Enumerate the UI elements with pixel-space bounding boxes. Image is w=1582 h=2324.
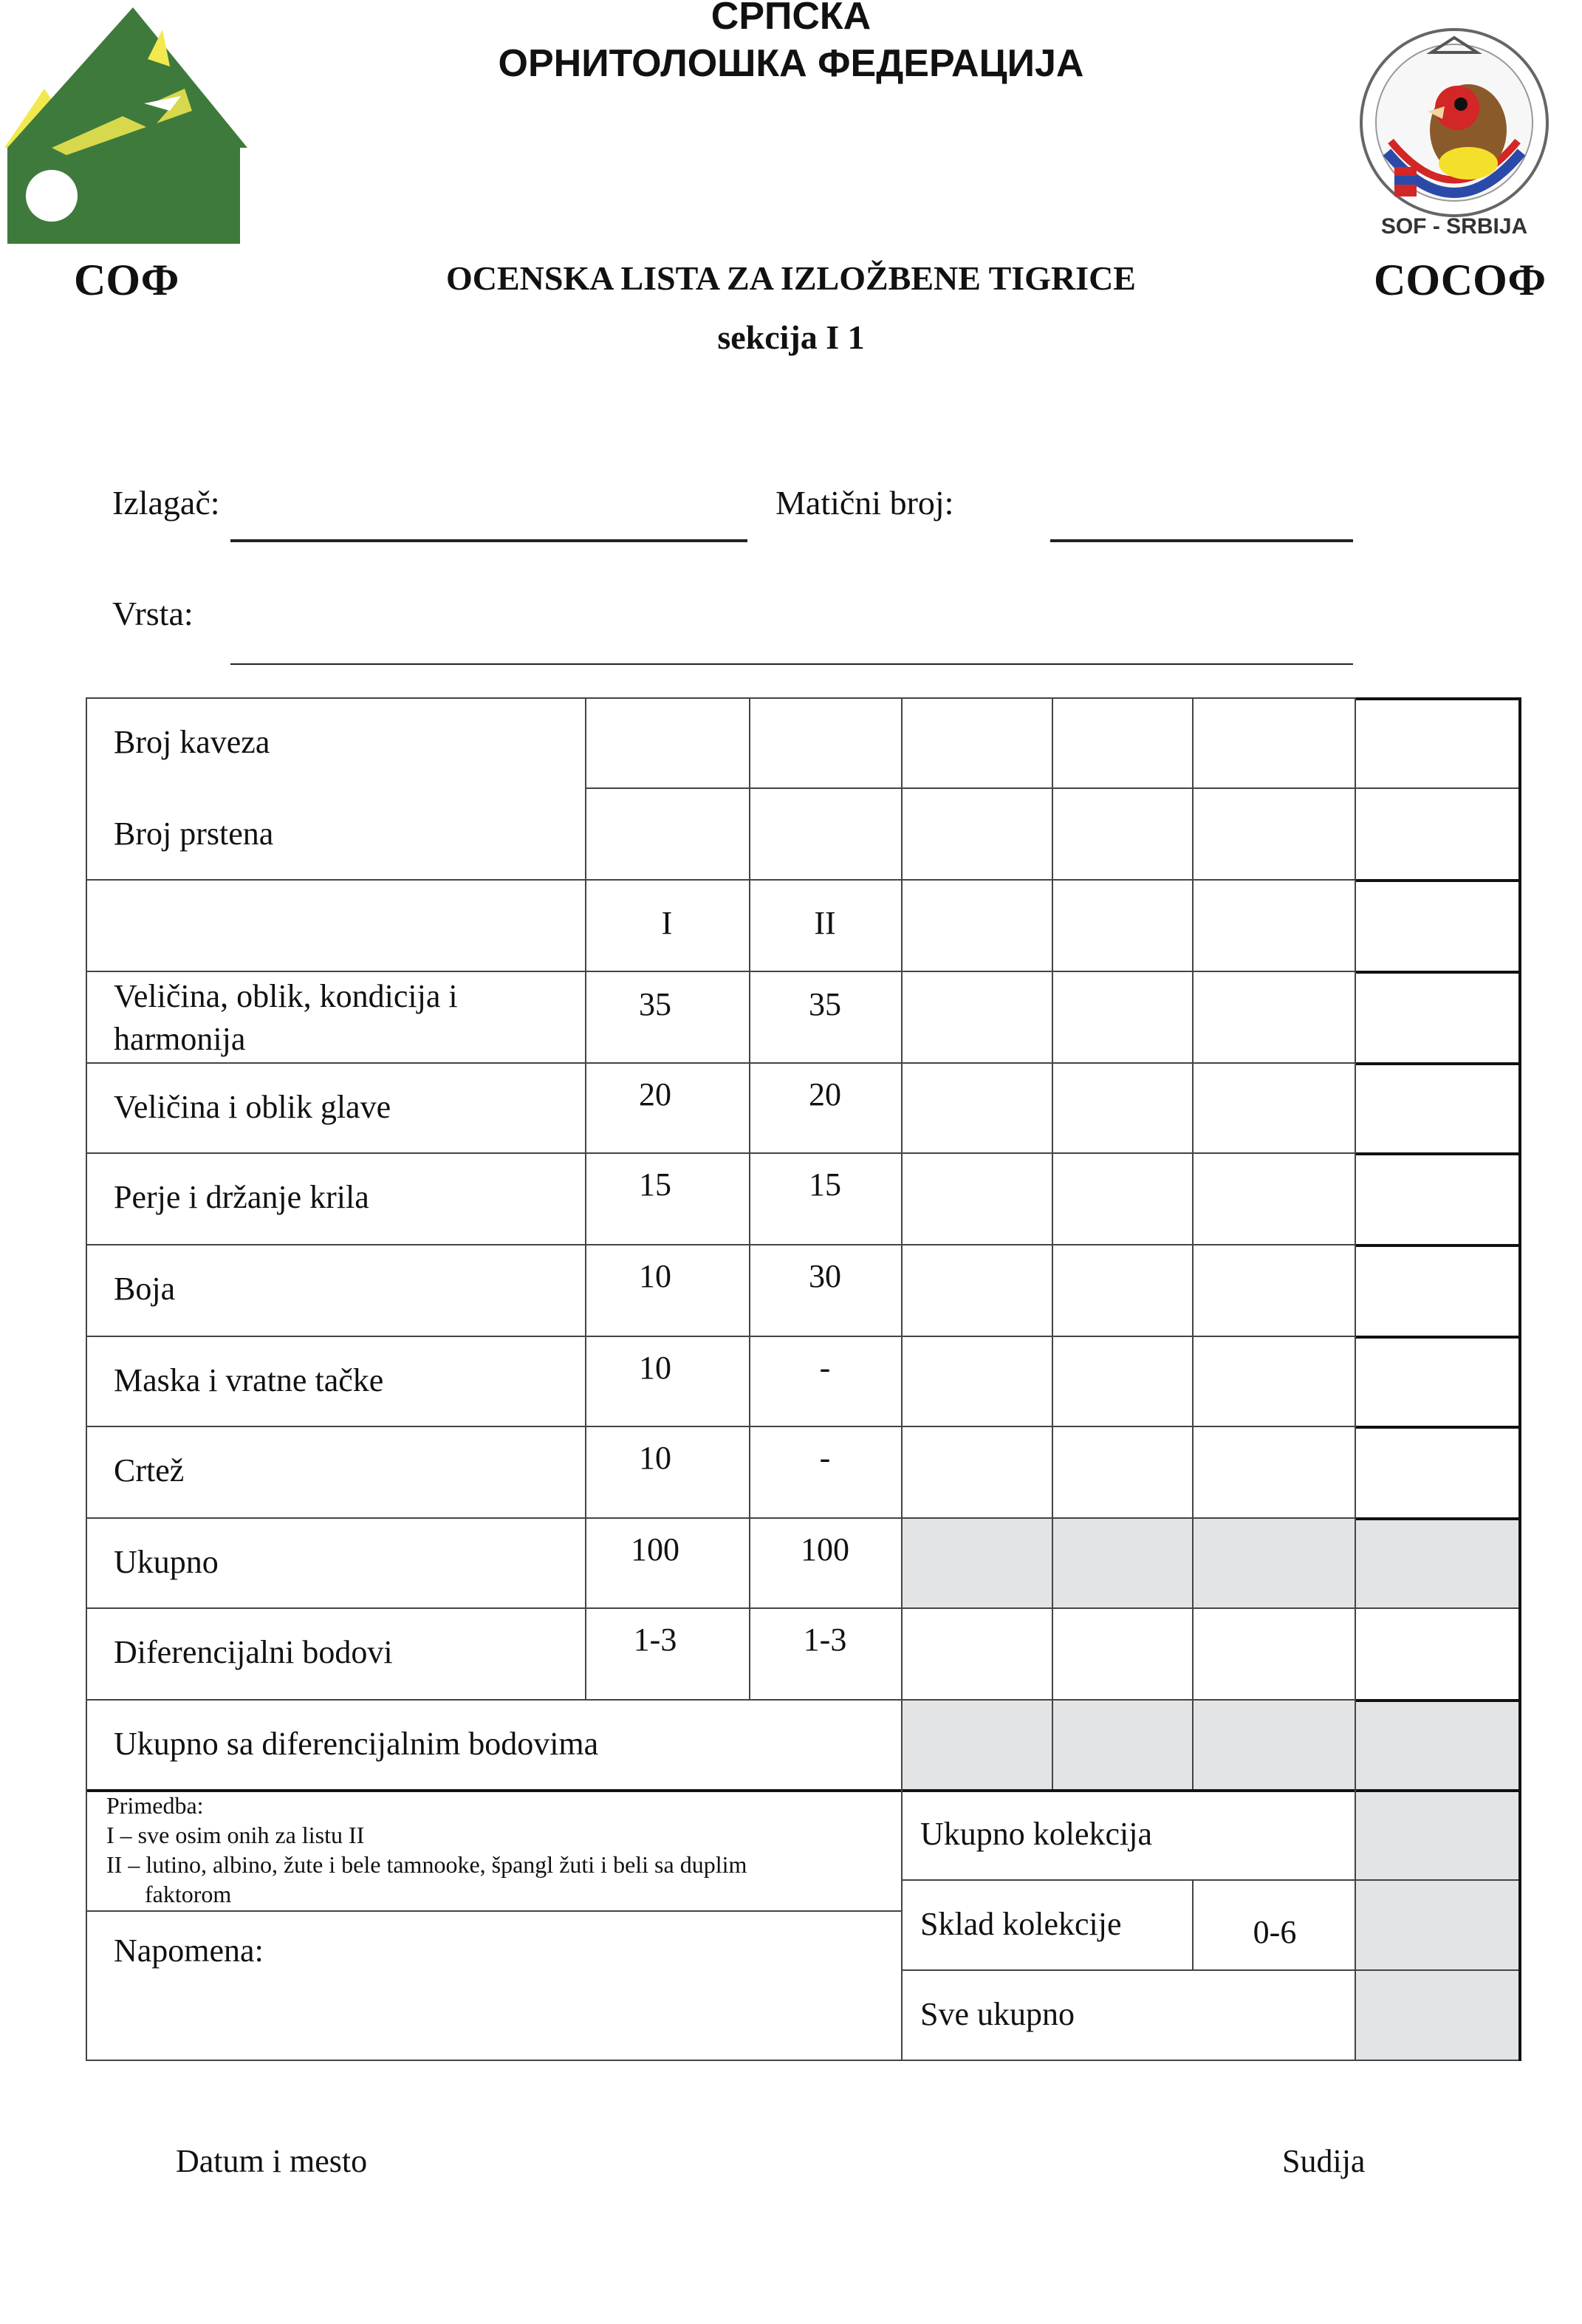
collection-harmony-label: Sklad kolekcije	[920, 1906, 1122, 1942]
date-place-label: Datum i mesto	[176, 2143, 368, 2179]
judge-label: Sudija	[1282, 2143, 1366, 2179]
grand-total-label: Sve ukupno	[920, 1996, 1075, 2032]
exhibitor-input-line[interactable]	[230, 539, 747, 542]
row-label-head: Veličina i oblik glave	[114, 1089, 391, 1125]
exhibitor-label: Izlagač:	[112, 484, 220, 522]
remark-2-cont: faktorom	[145, 1881, 232, 1907]
col-header-i: I	[661, 905, 673, 941]
note-label: Napomena:	[114, 1932, 264, 1969]
left-abbreviation: СОФ	[74, 256, 179, 304]
species-label: Vrsta:	[112, 595, 194, 632]
value-head-i: 20	[639, 1076, 671, 1113]
row-label-feathers: Perje i držanje krila	[114, 1179, 369, 1215]
value-color-i: 10	[639, 1258, 671, 1294]
value-color-ii: 30	[809, 1258, 841, 1294]
value-diff-i: 1-3	[633, 1621, 677, 1658]
collection-total-label: Ukupno kolekcija	[920, 1816, 1153, 1852]
row-label-color: Boja	[114, 1271, 176, 1307]
value-diff-ii: 1-3	[803, 1621, 847, 1658]
value-pattern-i: 10	[639, 1440, 671, 1476]
row-label-size-shape: Veličina, oblik, kondicija i harmonija	[114, 978, 458, 1057]
org-name-line1: СРПСКА	[710, 0, 872, 38]
remark-2: II – lutino, albino, žute i bele tamnooke, špangl žuti i beli sa duplim	[106, 1851, 747, 1878]
shade-ukupno-dif	[901, 1699, 1521, 1789]
collection-harmony-range: 0-6	[1253, 1914, 1297, 1950]
remarks-title: Primedba:	[106, 1792, 204, 1819]
value-feathers-ii: 15	[809, 1166, 841, 1203]
shade-ukupno	[901, 1517, 1521, 1607]
value-feathers-i: 15	[639, 1166, 671, 1203]
reg-number-label: Matični broj:	[775, 484, 954, 522]
sosof-logo-text: SOF - SRBIJA	[1380, 214, 1528, 239]
col-header-ii: II	[814, 905, 836, 941]
value-total-ii: 100	[801, 1531, 849, 1568]
species-input-line[interactable]	[230, 663, 1353, 665]
value-mask-ii: -	[819, 1350, 831, 1386]
org-name-line2: ОРНИТОЛОШКА ФЕДЕРАЦИЈА	[498, 42, 1084, 85]
row-label-pattern: Crtež	[114, 1452, 185, 1489]
reg-number-input-line[interactable]	[1050, 539, 1353, 542]
value-total-i: 100	[631, 1531, 679, 1568]
value-mask-i: 10	[639, 1350, 671, 1386]
shade-collection	[1356, 1789, 1521, 2061]
value-size-i: 35	[639, 986, 671, 1022]
score-table	[86, 697, 1521, 2061]
remark-1: I – sve osim onih za listu II	[106, 1822, 365, 1848]
right-abbreviation: СОСОФ	[1374, 256, 1546, 304]
row-label-mask: Maska i vratne tačke	[114, 1362, 384, 1398]
form-title: OCENSKA LISTA ZA IZLOŽBENE TIGRICE	[446, 259, 1136, 297]
value-pattern-ii: -	[819, 1440, 831, 1476]
row-label-total-diff: Ukupno sa diferencijalnim bodovima	[114, 1726, 599, 1762]
row-label-ring: Broj prstena	[114, 816, 274, 852]
row-label-total: Ukupno	[114, 1544, 219, 1580]
note-area[interactable]	[89, 1968, 898, 2057]
form-subtitle: sekcija I 1	[717, 318, 865, 356]
value-head-ii: 20	[809, 1076, 841, 1113]
row-label-cage: Broj kaveza	[114, 724, 270, 760]
row-label-diff: Diferencijalni bodovi	[114, 1634, 393, 1670]
value-size-ii: 35	[809, 986, 841, 1022]
